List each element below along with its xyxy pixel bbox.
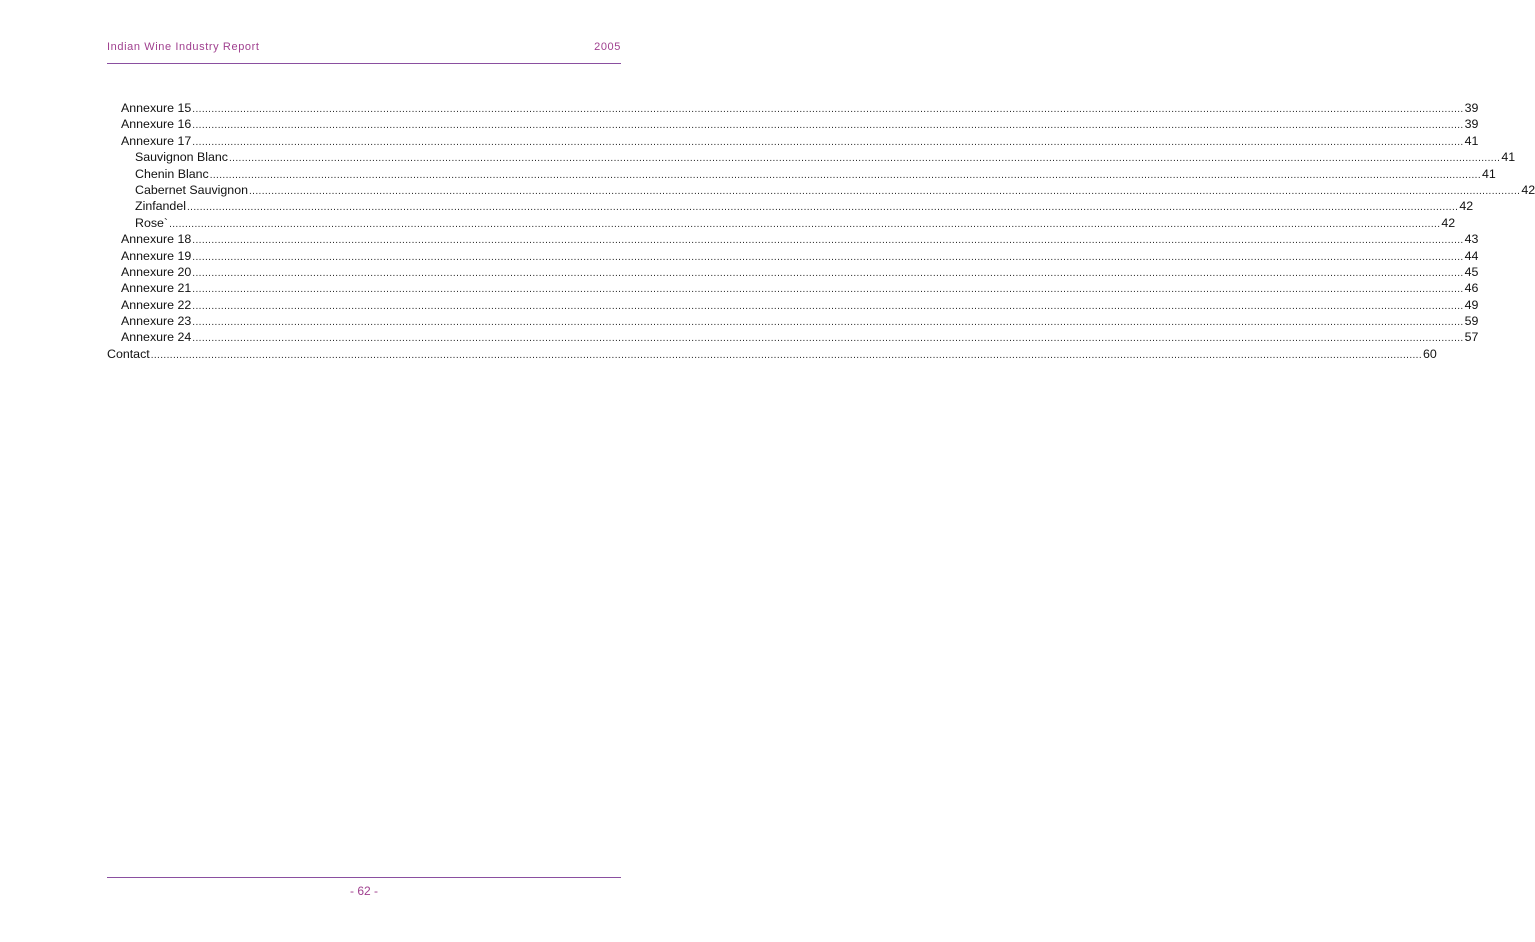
toc-entry-page: 42 [1459,199,1474,214]
toc-entry-label: Annexure 24 [121,330,192,345]
toc-entry-page: 43 [1464,232,1479,247]
toc-entry[interactable] [107,215,1456,231]
dot-leader: ................................................................................................................................................................................................................................................................................................................................................................................................................ [229,153,1501,165]
toc-entry-page: 42 [1441,215,1456,230]
toc-entry-label: Annexure 18 [121,232,192,247]
toc-entry-page: 42 [1521,182,1535,197]
dot-leader: ................................................................................................................................................................................................................................................................................................................................................................................................................ [192,104,1464,115]
table-of-contents [107,100,1535,362]
toc-entry-label: Annexure 16 [121,117,192,132]
page-number: - 62 - [349,884,378,898]
toc-entry-page: 59 [1464,314,1479,329]
toc-entry-page: 41 [1464,133,1479,148]
toc-entry[interactable] [107,280,1479,296]
toc-entry[interactable] [107,133,1479,149]
dot-leader: ................................................................................................................................................................................................................................................................................................................................................................................................................ [192,120,1464,132]
toc-entry[interactable] [107,313,1479,329]
toc-entry-label: Annexure 21 [121,281,192,296]
toc-entry[interactable] [107,329,1479,345]
dot-leader: ................................................................................................................................................................................................................................................................................................................................................................................................................ [192,136,1464,148]
toc-entry-label: Annexure 15 [121,101,192,115]
toc-entry-page: 39 [1464,101,1479,115]
toc-entry-label: Rose` [135,215,169,230]
dot-leader: ................................................................................................................................................................................................................................................................................................................................................................................................................ [192,235,1464,247]
toc-entry-label: Cabernet Sauvignon [135,182,248,197]
dot-leader: ................................................................................................................................................................................................................................................................................................................................................................................................................ [186,202,1459,214]
toc-entry[interactable] [107,116,1479,132]
toc-entry-page: 49 [1464,297,1479,312]
toc-entry-page: 57 [1464,330,1479,345]
dot-leader: ................................................................................................................................................................................................................................................................................................................................................................................................................ [192,317,1464,329]
toc-entry[interactable] [107,198,1474,214]
toc-entry[interactable] [107,297,1479,313]
dot-leader: ................................................................................................................................................................................................................................................................................................................................................................................................................ [192,267,1464,279]
toc-entry-page: 44 [1464,248,1479,263]
dot-leader: ................................................................................................................................................................................................................................................................................................................................................................................................................ [192,300,1464,312]
header-divider [107,63,621,64]
toc-entry[interactable] [107,100,1479,116]
toc-entry-label: Annexure 19 [121,248,192,263]
toc-entry-label: Annexure 17 [121,133,192,148]
toc-entry-page: 60 [1423,346,1437,361]
toc-entry-label: Chenin Blanc [135,166,209,181]
dot-leader: ................................................................................................................................................................................................................................................................................................................................................................................................................ [192,333,1464,345]
toc-entry-page: 39 [1464,117,1479,132]
dot-leader: ................................................................................................................................................................................................................................................................................................................................................................................................................ [169,218,1441,230]
toc-entry[interactable] [107,231,1479,247]
toc-entry[interactable] [107,149,1516,165]
toc-entry[interactable] [107,264,1479,280]
dot-leader: ................................................................................................................................................................................................................................................................................................................................................................................................................ [192,284,1464,296]
toc-entry-page: 41 [1501,150,1516,165]
toc-entry-label: Annexure 20 [121,264,192,279]
toc-entry-label: Contact [107,346,150,361]
report-year: 2005 [594,41,621,53]
toc-entry-label: Annexure 23 [121,314,192,329]
dot-leader: ................................................................................................................................................................................................................................................................................................................................................................................................................ [150,349,1423,361]
toc-entry-page: 45 [1464,264,1479,279]
toc-entry[interactable] [107,166,1496,182]
toc-entry-page: 41 [1482,166,1496,181]
toc-entry[interactable] [107,182,1535,198]
dot-leader: ................................................................................................................................................................................................................................................................................................................................................................................................................ [192,251,1464,263]
report-title: Indian Wine Industry Report [107,41,260,53]
running-header [107,41,621,57]
toc-entry-page: 46 [1464,281,1479,296]
footer-divider [107,877,621,878]
toc-entry-label: Zinfandel [135,199,186,214]
toc-entry-label: Sauvignon Blanc [135,150,228,165]
toc-entry[interactable] [107,248,1479,264]
toc-entry[interactable] [107,346,1437,362]
dot-leader: ................................................................................................................................................................................................................................................................................................................................................................................................................ [248,185,1521,197]
dot-leader: ................................................................................................................................................................................................................................................................................................................................................................................................................ [209,169,1482,181]
toc-entry-label: Annexure 22 [121,297,192,312]
